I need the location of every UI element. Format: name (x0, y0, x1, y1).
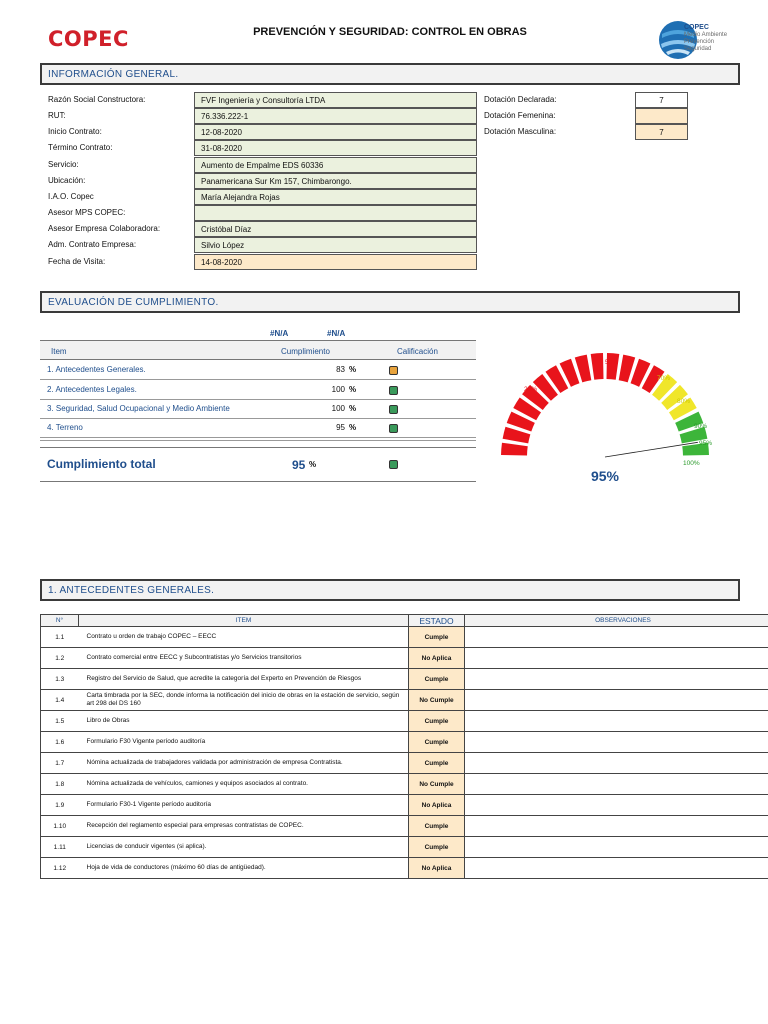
table-row (41, 858, 768, 879)
dotacion-label: Dotación Femenina: (484, 111, 556, 120)
info-value-field[interactable]: Cristóbal Díaz (194, 221, 477, 237)
info-value-field[interactable] (194, 205, 477, 221)
observaciones-cell[interactable] (465, 816, 768, 837)
status-light-icon (389, 405, 398, 414)
dotacion-value-field[interactable]: 7 (635, 124, 688, 140)
info-label: Asesor MPS COPEC: (48, 208, 126, 217)
eval-pct: % (349, 423, 357, 432)
gauge-tick-label: 50% (605, 359, 619, 366)
item-description: Licencias de conducir vigentes (si aplica). (79, 837, 409, 858)
gauge-tick-label: 70% (657, 375, 671, 382)
item-number: 1.4 (41, 690, 79, 711)
info-value-field[interactable]: Aumento de Empalme EDS 60336 (194, 157, 477, 173)
copec-mas-logo (656, 18, 746, 64)
antecedentes-table (40, 614, 768, 879)
info-label: Asesor Empresa Colaboradora: (48, 224, 161, 233)
item-number: 1.7 (41, 753, 79, 774)
section-general-info: INFORMACIÓN GENERAL. (40, 63, 740, 85)
info-label: Servicio: (48, 160, 79, 169)
section-evaluation: EVALUACIÓN DE CUMPLIMIENTO. (40, 291, 740, 313)
eval-item-label: 2. Antecedentes Legales. (47, 385, 137, 394)
item-number: 1.5 (41, 711, 79, 732)
na-value-1: #N/A (270, 329, 289, 338)
table-row (41, 669, 768, 690)
item-description: Hoja de vida de conductores (máximo 60 días de antigüedad). (79, 858, 409, 879)
status-light-icon (389, 366, 398, 375)
table-row (41, 627, 768, 648)
col-item: Item (51, 347, 67, 356)
col-item: ITEM (79, 615, 409, 627)
info-value-field[interactable]: FVF Ingeniería y Consultoría LTDA (194, 92, 477, 108)
eval-separator (40, 440, 476, 441)
info-label: Fecha de Visita: (48, 257, 106, 266)
estado-cell[interactable]: No Aplica (409, 795, 465, 816)
estado-cell[interactable]: No Aplica (409, 858, 465, 879)
item-description: Formulario F30 Vigente período auditoría (79, 732, 409, 753)
observaciones-cell[interactable] (465, 753, 768, 774)
eval-value: 100 (331, 404, 345, 413)
item-number: 1.9 (41, 795, 79, 816)
badge-brand: COPEC (684, 24, 709, 31)
table-row (41, 732, 768, 753)
observaciones-cell[interactable] (465, 669, 768, 690)
observaciones-cell[interactable] (465, 627, 768, 648)
gauge-tick-label: 25% (524, 386, 538, 393)
item-number: 1.1 (41, 627, 79, 648)
dotacion-value-field[interactable] (635, 108, 688, 124)
dotacion-label: Dotación Masculina: (484, 127, 557, 136)
estado-cell[interactable]: Cumple (409, 669, 465, 690)
evaluation-row (40, 418, 476, 438)
info-label: I.A.O. Copec (48, 192, 94, 201)
table-row (41, 711, 768, 732)
table-row (41, 774, 768, 795)
estado-cell[interactable]: Cumple (409, 753, 465, 774)
item-number: 1.2 (41, 648, 79, 669)
eval-value: 83 (336, 365, 345, 374)
gauge-tick-label: 80% (677, 398, 691, 405)
evaluation-header (40, 340, 476, 360)
eval-pct: % (349, 365, 357, 374)
observaciones-cell[interactable] (465, 837, 768, 858)
total-pct: % (309, 460, 317, 469)
observaciones-cell[interactable] (465, 774, 768, 795)
dotacion-label: Dotación Declarada: (484, 95, 557, 104)
table-row (41, 816, 768, 837)
gauge-segment (501, 443, 528, 456)
estado-cell[interactable]: Cumple (409, 732, 465, 753)
item-description: Registro del Servicio de Salud, que acredite la categoría del Experto en Prevención de Riesgos (79, 669, 409, 690)
info-value-field[interactable]: Panamericana Sur Km 157, Chimbarongo. (194, 173, 477, 189)
page-title: PREVENCIÓN Y SEGURIDAD: CONTROL EN OBRAS (253, 26, 527, 38)
observaciones-cell[interactable] (465, 732, 768, 753)
info-value-field[interactable]: 31-08-2020 (194, 140, 477, 156)
eval-pct: % (349, 385, 357, 394)
table-header-row (41, 615, 768, 627)
estado-cell[interactable]: Cumple (409, 837, 465, 858)
item-description: Contrato u orden de trabajo COPEC – EECC (79, 627, 409, 648)
total-label: Cumplimiento total (47, 457, 156, 471)
gauge-tick-label: 100% (683, 460, 700, 467)
eval-item-label: 1. Antecedentes Generales. (47, 365, 146, 374)
gauge-segment (591, 353, 604, 380)
info-value-field[interactable]: Silvio López (194, 237, 477, 253)
item-description: Libro de Obras (79, 711, 409, 732)
table-row (41, 795, 768, 816)
info-label: Inicio Contrato: (48, 127, 102, 136)
gauge-tick-label: 95% (699, 440, 713, 447)
dotacion-value-field[interactable]: 7 (635, 92, 688, 108)
item-number: 1.10 (41, 816, 79, 837)
table-row (41, 690, 768, 711)
info-label: Adm. Contrato Empresa: (48, 240, 137, 249)
col-cumplimiento: Cumplimiento (281, 347, 330, 356)
table-row (41, 648, 768, 669)
total-status-light (389, 460, 398, 469)
eval-item-label: 4. Terreno (47, 423, 83, 432)
col-num: N° (41, 615, 79, 627)
estado-cell[interactable]: No Cumple (409, 690, 465, 711)
info-value-field[interactable]: 12-08-2020 (194, 124, 477, 140)
gauge-tick-label: 90% (694, 423, 708, 430)
status-light-icon (389, 424, 398, 433)
item-description: Nómina actualizada de trabajadores validada por administración de empresa Contratista. (79, 753, 409, 774)
eval-value: 95 (336, 423, 345, 432)
col-observaciones: OBSERVACIONES (465, 615, 768, 627)
status-light-icon (389, 386, 398, 395)
observaciones-cell[interactable] (465, 795, 768, 816)
info-label: Ubicación: (48, 176, 86, 185)
observaciones-cell[interactable] (465, 648, 768, 669)
table-row (41, 753, 768, 774)
item-number: 1.6 (41, 732, 79, 753)
estado-cell[interactable]: Cumple (409, 711, 465, 732)
col-estado: ESTADO (409, 615, 465, 627)
item-number: 1.8 (41, 774, 79, 795)
observaciones-cell[interactable] (465, 690, 768, 711)
estado-cell[interactable]: No Aplica (409, 648, 465, 669)
item-description: Contrato comercial entre EECC y Subcontratistas y/o Servicios transitorios (79, 648, 409, 669)
total-row (40, 447, 476, 482)
evaluation-row (40, 360, 476, 380)
item-number: 1.3 (41, 669, 79, 690)
na-value-2: #N/A (327, 329, 346, 338)
info-value-field[interactable]: 14-08-2020 (194, 254, 477, 270)
item-description: Carta timbrada por la SEC, donde informa la notificación del inicio de obras en la estación de servicio, según art 298 del DS 160 (79, 690, 409, 711)
estado-cell[interactable]: Cumple (409, 627, 465, 648)
col-calificacion: Calificación (397, 347, 438, 356)
info-label: Término Contrato: (48, 143, 113, 152)
badge-lines: Medio Ambiente Prevención Seguridad (684, 32, 728, 52)
eval-pct: % (349, 404, 357, 413)
observaciones-cell[interactable] (465, 711, 768, 732)
info-label: RUT: (48, 111, 66, 120)
info-value-field[interactable]: 76.336.222-1 (194, 108, 477, 124)
item-description: Recepción del reglamento especial para empresas contratistas de COPEC. (79, 816, 409, 837)
compliance-gauge (500, 345, 740, 490)
copec-logo: COPEC (48, 27, 129, 51)
gauge-value-label: 95% (590, 468, 620, 484)
info-value-field[interactable]: María Alejandra Rojas (194, 189, 477, 205)
item-number: 1.12 (41, 858, 79, 879)
item-number: 1.11 (41, 837, 79, 858)
item-description: Formulario F30-1 Vigente período auditoría (79, 795, 409, 816)
item-description: Nómina actualizada de vehículos, camiones y equipos asociados al contrato. (79, 774, 409, 795)
observaciones-cell[interactable] (465, 858, 768, 879)
evaluation-row (40, 380, 476, 400)
section-antecedentes: 1. ANTECEDENTES GENERALES. (40, 579, 740, 601)
eval-item-label: 3. Seguridad, Salud Ocupacional y Medio Ambiente (47, 404, 230, 413)
info-label: Razón Social Constructora: (48, 95, 146, 104)
eval-value: 100 (331, 385, 345, 394)
gauge-segment (606, 353, 619, 380)
evaluation-row (40, 399, 476, 419)
table-row (41, 837, 768, 858)
estado-cell[interactable]: Cumple (409, 816, 465, 837)
estado-cell[interactable]: No Cumple (409, 774, 465, 795)
total-value: 95 (292, 458, 306, 472)
